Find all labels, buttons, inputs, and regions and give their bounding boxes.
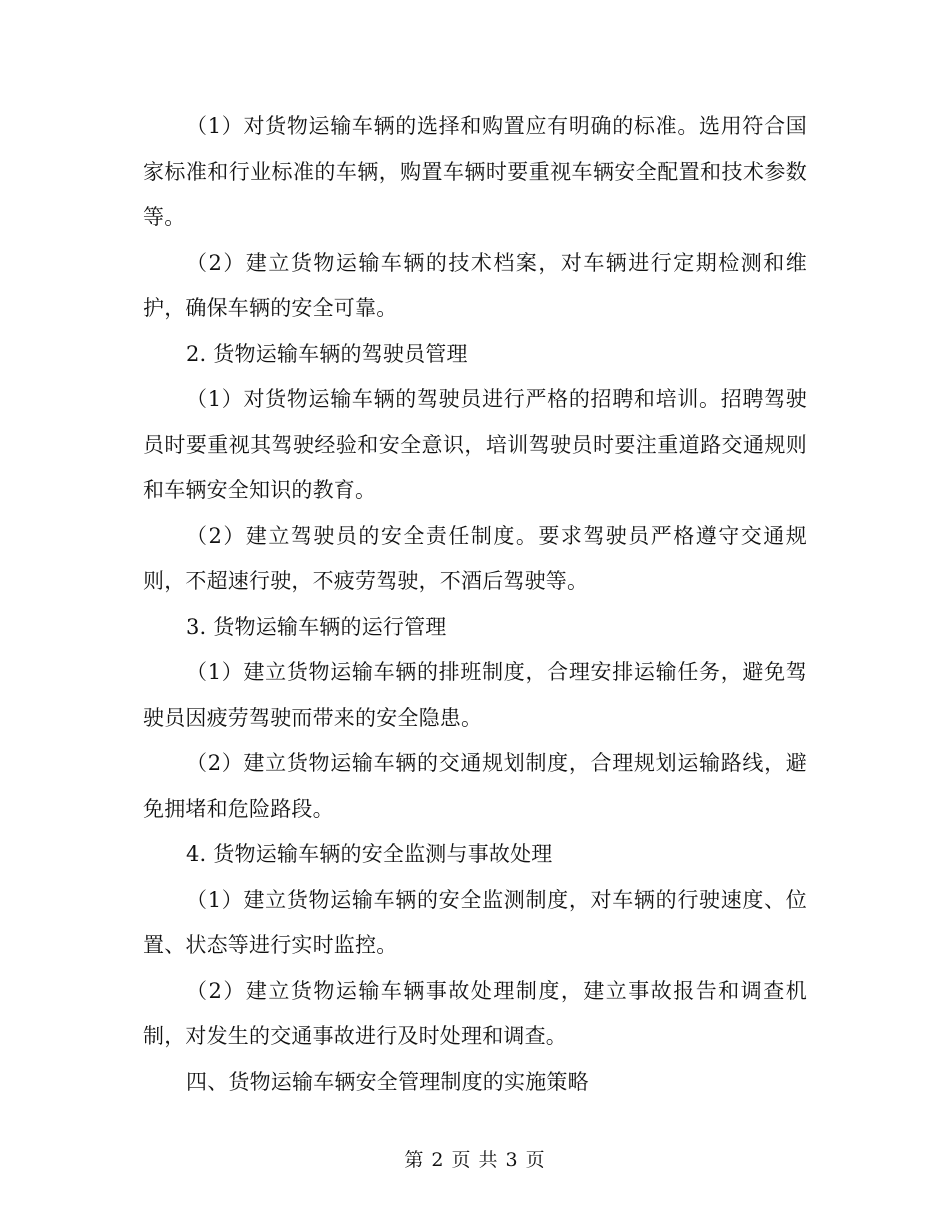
paragraph-accident-handling: （2）建立货物运输车辆事故处理制度，建立事故报告和调查机制，对发生的交通事故进行及时处理和调查。 <box>143 978 807 1048</box>
paragraph-driver-recruitment: （1）对货物运输车辆的驾驶员进行严格的招聘和培训。招聘驾驶员时要重视其驾驶经验和安全意识，培训驾驶员时要注重道路交通规则和车辆安全知识的教育。 <box>143 387 807 502</box>
page-number-footer: 第 2 页 共 3 页 <box>404 1149 546 1171</box>
paragraph-technical-archive: （2）建立货物运输车辆的技术档案，对车辆进行定期检测和维护，确保车辆的安全可靠。 <box>143 250 807 320</box>
document-body <box>143 104 807 1105</box>
chapter-heading-implementation: 四、货物运输车辆安全管理制度的实施策略 <box>186 1069 589 1094</box>
paragraph-scheduling: （1）建立货物运输车辆的排班制度，合理安排运输任务，避免驾驶员因疲劳驾驶而带来的安全隐患。 <box>143 660 807 730</box>
paragraph-monitoring-system: （1）建立货物运输车辆的安全监测制度，对车辆的行驶速度、位置、状态等进行实时监控。 <box>143 887 807 957</box>
paragraph-driver-responsibility: （2）建立驾驶员的安全责任制度。要求驾驶员严格遵守交通规则，不超速行驶，不疲劳驾驶，不酒后驾驶等。 <box>143 523 807 593</box>
paragraph-route-planning: （2）建立货物运输车辆的交通规划制度，合理规划运输路线，避免拥堵和危险路段。 <box>143 751 807 821</box>
section-heading-safety-monitoring: 4. 货物运输车辆的安全监测与事故处理 <box>186 842 553 866</box>
section-heading-driver-management: 2. 货物运输车辆的驾驶员管理 <box>186 341 468 366</box>
paragraph-vehicle-purchase: （1）对货物运输车辆的选择和购置应有明确的标准。选用符合国家标准和行业标准的车辆，购置车辆时要重视车辆安全配置和技术参数等。 <box>143 114 807 229</box>
section-heading-operation-management: 3. 货物运输车辆的运行管理 <box>186 614 447 639</box>
